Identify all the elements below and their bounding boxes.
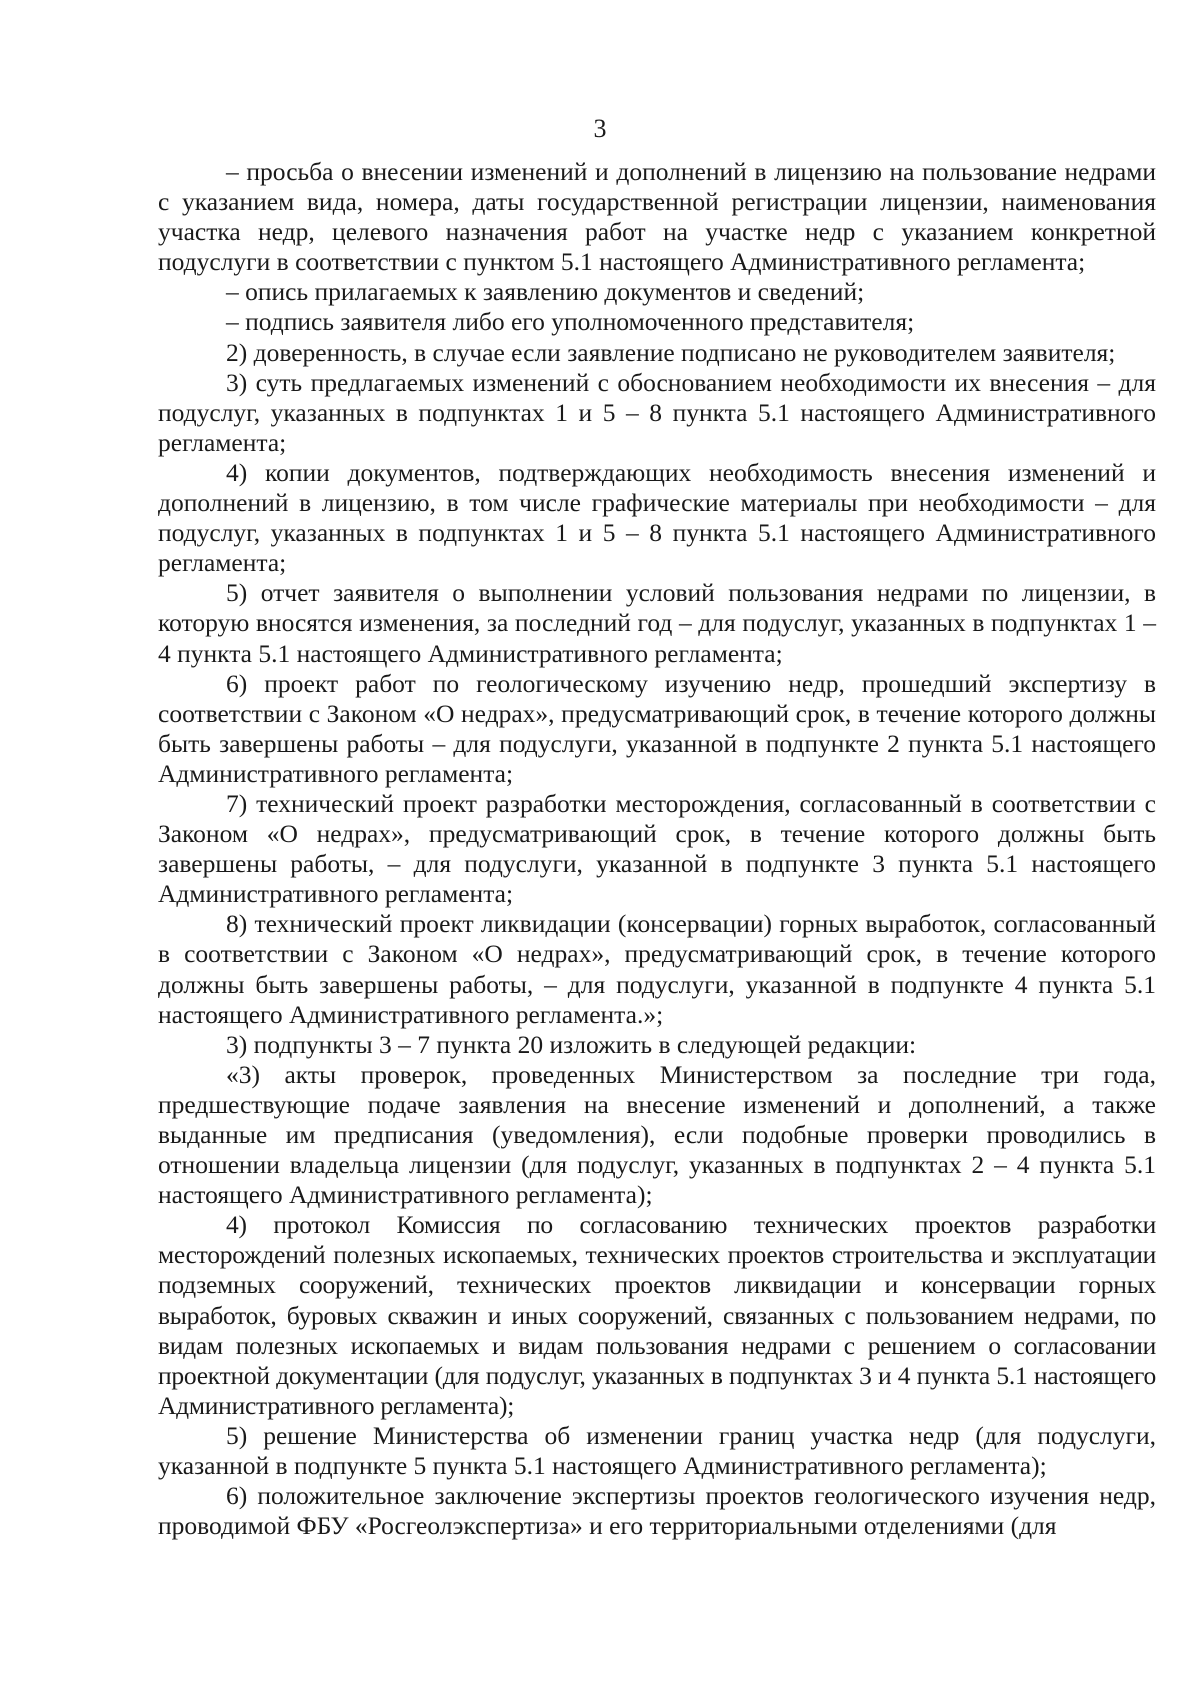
paragraph-item-3: 3) суть предлагаемых изменений с обоснованием необходимости их внесения – для подуслуг, указанных в подпунктах 1 и 5 – 8 пункта 5.1 настоящего Административного регламента; <box>158 367 1156 457</box>
paragraph-inventory-item: – опись прилагаемых к заявлению документов и сведений; <box>226 277 865 307</box>
paragraph-signature-item: – подпись заявителя либо его уполномоченного представителя; <box>226 307 915 337</box>
document-body <box>158 157 1156 1541</box>
paragraph-item-2: 2) доверенность, в случае если заявление подписано не руководителем заявителя; <box>226 337 1116 367</box>
paragraph-item-4: 4) копии документов, подтверждающих необходимость внесения изменений и дополнений в лицензию, в том числе графические материалы при необходимости – для подуслуг, указанных в подпунктах 1 и 5 – 8 пункта 5.1 настоящего Административного регламента; <box>158 457 1156 578</box>
page-number: 3 <box>593 114 607 143</box>
paragraph-new-item-3: «3) акты проверок, проведенных Министерством за последние три года, предшествующие подаче заявления на внесение изменений и дополнений, а также выданные им предписания (уведомления), если подобные проверки проводились в отношении владельца лицензии (для подуслуг, указанных в подпунктах 2 – 4 пункта 5.1 настоящего Административного регламента); <box>158 1059 1156 1210</box>
paragraph-new-item-6: 6) положительное заключение экспертизы проектов геологического изучения недр, проводимой ФБУ «Росгеолэкспертиза» и его территориальными отделениями (для <box>158 1481 1156 1541</box>
paragraph-item-6: 6) проект работ по геологическому изучению недр, прошедший экспертизу в соответствии с Законом «О недрах», предусматривающий срок, в течение которого должны быть завершены работы – для подуслуги, указанной в подпункте 2 пункта 5.1 настоящего Административного регламента; <box>158 668 1156 788</box>
paragraph-request-item: – просьба о внесении изменений и дополнений в лицензию на пользование недрами с указанием вида, номера, даты государственной регистрации лицензии, наименования участка недр, целевого назначения работ на участке недр с указанием конкретной подуслуги в соответствии с пунктом 5.1 настоящего Административного регламента; <box>158 157 1156 277</box>
paragraph-new-item-4: 4) протокол Комиссия по согласованию технических проектов разработки месторождений полезных ископаемых, технических проектов строительства и эксплуатации подземных сооружений, технических проектов ликвидации и консервации горных выработок, буровых скважин и иных сооружений, связанных с пользованием недрами, по видам полезных ископаемых и видам пользования недрами с решением о согласовании проектной документации (для подуслуг, указанных в подпунктах 3 и 4 пункта 5.1 настоящего Административного регламента); <box>158 1210 1156 1420</box>
paragraph-new-item-5: 5) решение Министерства об изменении границ участка недр (для подуслуги, указанной в подпункте 5 пункта 5.1 настоящего Административного регламента); <box>158 1420 1156 1481</box>
paragraph-item-7: 7) технический проект разработки месторождения, согласованный в соответствии с Законом «О недрах», предусматривающий срок, в течение которого должны быть завершены работы, – для подуслуги, указанной в подпункте 3 пункта 5.1 настоящего Административного регламента; <box>158 788 1156 909</box>
paragraph-item-5: 5) отчет заявителя о выполнении условий пользования недрами по лицензии, в которую вносятся изменения, за последний год – для подуслуг, указанных в подпунктах 1 – 4 пункта 5.1 настоящего Административного регламента; <box>158 578 1156 668</box>
paragraph-item-8: 8) технический проект ликвидации (консервации) горных выработок, согласованный в соответствии с Законом «О недрах», предусматривающий срок, в течение которого должны быть завершены работы, – для подуслуги, указанной в подпункте 4 пункта 5.1 настоящего Административного регламента.»; <box>158 909 1156 1029</box>
paragraph-amendment-instruction: 3) подпункты 3 – 7 пункта 20 изложить в следующей редакции: <box>226 1029 917 1059</box>
